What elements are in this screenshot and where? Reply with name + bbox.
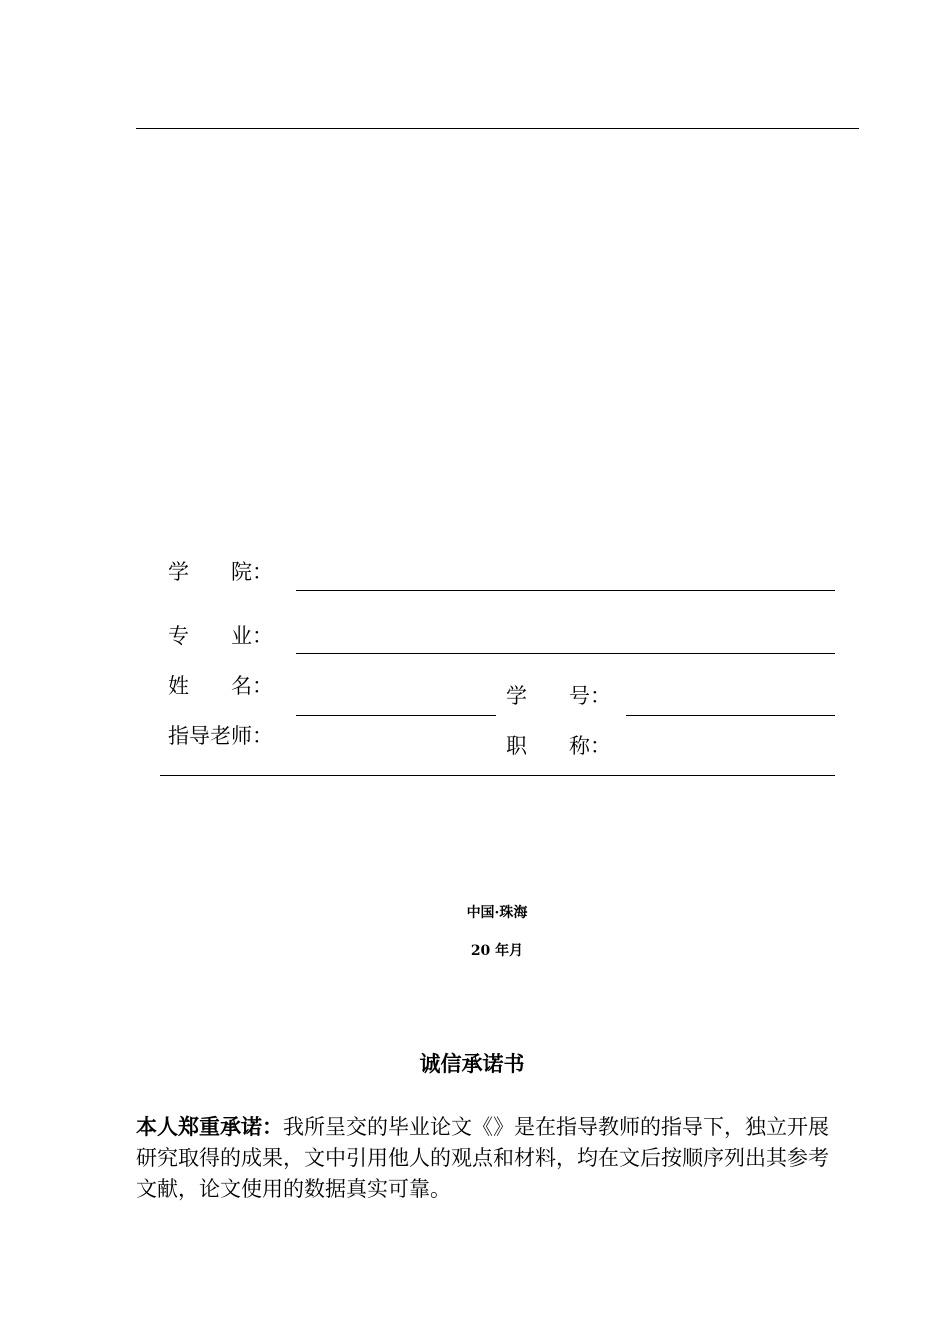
major-field-line[interactable]	[296, 653, 835, 654]
title-label: 职 称：	[506, 734, 611, 758]
college-label: 学 院：	[168, 560, 273, 584]
place-text: 中国·珠海	[466, 905, 528, 921]
name-field-line[interactable]	[296, 715, 496, 716]
pledge-body: 我所呈交的毕业论文《》是在指导教师的指导下，独立开展研究取得的成果，文中引用他人的观点和材料，均在文后按顺序列出其参考文献，论文使用的数据真实可靠。	[136, 1115, 829, 1201]
pledge-lead: 本人郑重承诺：	[136, 1114, 283, 1139]
date-text: 20 年月	[470, 943, 524, 959]
name-label: 姓 名：	[168, 674, 273, 698]
pledge-paragraph	[136, 1111, 836, 1205]
college-field-line[interactable]	[296, 590, 835, 591]
student-id-label: 学 号：	[506, 684, 611, 708]
student-id-field-line[interactable]	[626, 715, 835, 716]
advisor-field-line[interactable]	[160, 775, 835, 776]
pledge-title: 诚信承诺书	[419, 1051, 525, 1076]
advisor-label: 指导老师：	[168, 724, 273, 748]
top-rule	[136, 128, 859, 129]
major-label: 专 业：	[168, 624, 273, 648]
